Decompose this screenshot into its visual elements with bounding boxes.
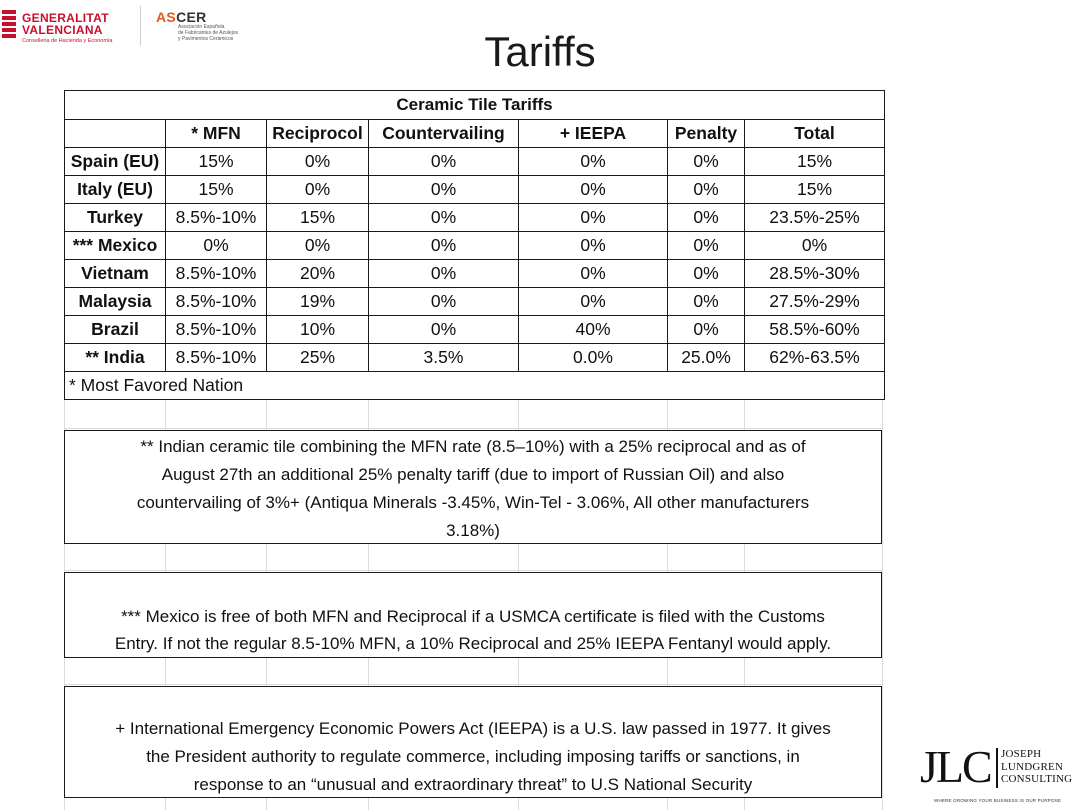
table-cell: 15% [745,176,885,204]
table-cell: 0% [369,232,519,260]
table-title: Ceramic Tile Tariffs [65,91,885,120]
table-cell: 23.5%-25% [745,204,885,232]
table-cell: 0% [267,176,369,204]
table-cell: 10% [267,316,369,344]
table-row [65,288,885,316]
country-cell: Brazil [65,316,166,344]
table-cell: 0% [369,148,519,176]
table-cell: 0% [668,204,745,232]
mexico-note-line: Entry. If not the regular 8.5-10% MFN, a 10% Reciprocal and 25% IEEPA Fentanyl would apply. [114,634,832,653]
india-note-line: countervailing of 3%+ (Antiqua Minerals -3.45%, Win-Tel - 3.06%, All other manufacturers [136,493,810,512]
table-cell: 8.5%-10% [166,316,267,344]
generalitat-line2: VALENCIANA [22,23,103,37]
table-cell: 0% [668,176,745,204]
jlc-divider [996,748,998,788]
table-cell: 0% [369,316,519,344]
table-cell: 25.0% [668,344,745,372]
table-cell: 40% [519,316,668,344]
table-cell: 0% [519,148,668,176]
table-cell: 15% [745,148,885,176]
ieepa-note [64,686,882,798]
ieepa-note-line: the President authority to regulate commerce, including imposing tariffs or sanctions, in [146,747,800,766]
table-cell: 15% [166,176,267,204]
country-cell: Vietnam [65,260,166,288]
mexico-note [64,572,882,658]
table-cell: 0% [745,232,885,260]
header-cell: Penalty [668,120,745,148]
table-cell: 15% [166,148,267,176]
country-cell: Spain (EU) [65,148,166,176]
table-cell: 0% [668,260,745,288]
table-cell: 28.5%-30% [745,260,885,288]
ascer-name: ASCER [156,9,207,25]
table-cell: 25% [267,344,369,372]
table-cell: 0% [519,176,668,204]
tariff-table [64,90,885,400]
jlc-tagline: WHERE GROWING YOUR BUSINESS IS OUR PURPOSE [934,798,1062,803]
table-cell: 0% [267,148,369,176]
table-row [65,344,885,372]
ieepa-note-line: response to an “unusual and extraordinary threat” to U.S National Security [193,775,753,794]
table-cell: 0% [519,232,668,260]
table-cell: 0% [519,288,668,316]
table-cell: 15% [267,204,369,232]
jlc-company-name: JOSEPH LUNDGREN CONSULTING [1001,748,1073,785]
country-cell: ** India [65,344,166,372]
table-row [65,232,885,260]
table-cell: 0% [668,316,745,344]
table-row [65,260,885,288]
table-cell: 0% [519,260,668,288]
table-row [65,148,885,176]
header-cell: * MFN [166,120,267,148]
table-row [65,204,885,232]
table-cell: 3.5% [369,344,519,372]
header-cell [65,120,166,148]
table-cell: 0% [369,288,519,316]
ieepa-note-line: + International Emergency Economic Powers Act (IEEPA) is a U.S. law passed in 1977. It gives [115,719,831,738]
india-note-line: August 27th an additional 25% penalty tariff (due to import of Russian Oil) and also [161,465,785,484]
header-cell: + IEEPA [519,120,668,148]
table-cell: 0% [668,232,745,260]
india-note-line: ** Indian ceramic tile combining the MFN rate (8.5–10%) with a 25% reciprocal and as of [140,437,806,456]
header-cell: Countervailing [369,120,519,148]
ascer-sub3: y Pavimentos Cerámicos [178,36,234,42]
jlc-logo [918,742,1078,808]
table-cell: 0% [519,204,668,232]
table-cell: 8.5%-10% [166,288,267,316]
country-cell: *** Mexico [65,232,166,260]
table-cell: 0% [668,288,745,316]
table-footnote: * Most Favored Nation [65,372,885,400]
table-header-row [65,120,885,148]
ascer-sub1: Asociación Española [178,24,225,30]
table-cell: 0% [369,204,519,232]
table-cell: 27.5%-29% [745,288,885,316]
table-cell: 0% [668,148,745,176]
mexico-note-line: *** Mexico is free of both MFN and Reciprocal if a USMCA certificate is filed with the Customs [121,607,825,626]
table-cell: 8.5%-10% [166,344,267,372]
header-cell: Total [745,120,885,148]
generalitat-line3: Conselleria de Hacienda y Economía [22,38,113,44]
table-cell: 0% [369,176,519,204]
table-cell: 19% [267,288,369,316]
page-title: Tariffs [484,28,596,75]
generalitat-line1: GENERALITAT [22,11,109,25]
table-cell: 58.5%-60% [745,316,885,344]
india-note [64,430,882,544]
table-cell: 0% [369,260,519,288]
table-row [65,316,885,344]
table-row [65,176,885,204]
header-cell: Reciprocol [267,120,369,148]
country-cell: Malaysia [65,288,166,316]
table-cell: 20% [267,260,369,288]
table-cell: 8.5%-10% [166,204,267,232]
table-cell: 0% [166,232,267,260]
india-note-line: 3.18%) [446,521,500,540]
table-cell: 0.0% [519,344,668,372]
country-cell: Italy (EU) [65,176,166,204]
table-cell: 0% [267,232,369,260]
table-cell: 62%-63.5% [745,344,885,372]
jlc-mark: JLC [920,741,991,792]
country-cell: Turkey [65,204,166,232]
ascer-sub2: de Fabricantes de Azulejos [178,30,239,36]
table-cell: 8.5%-10% [166,260,267,288]
